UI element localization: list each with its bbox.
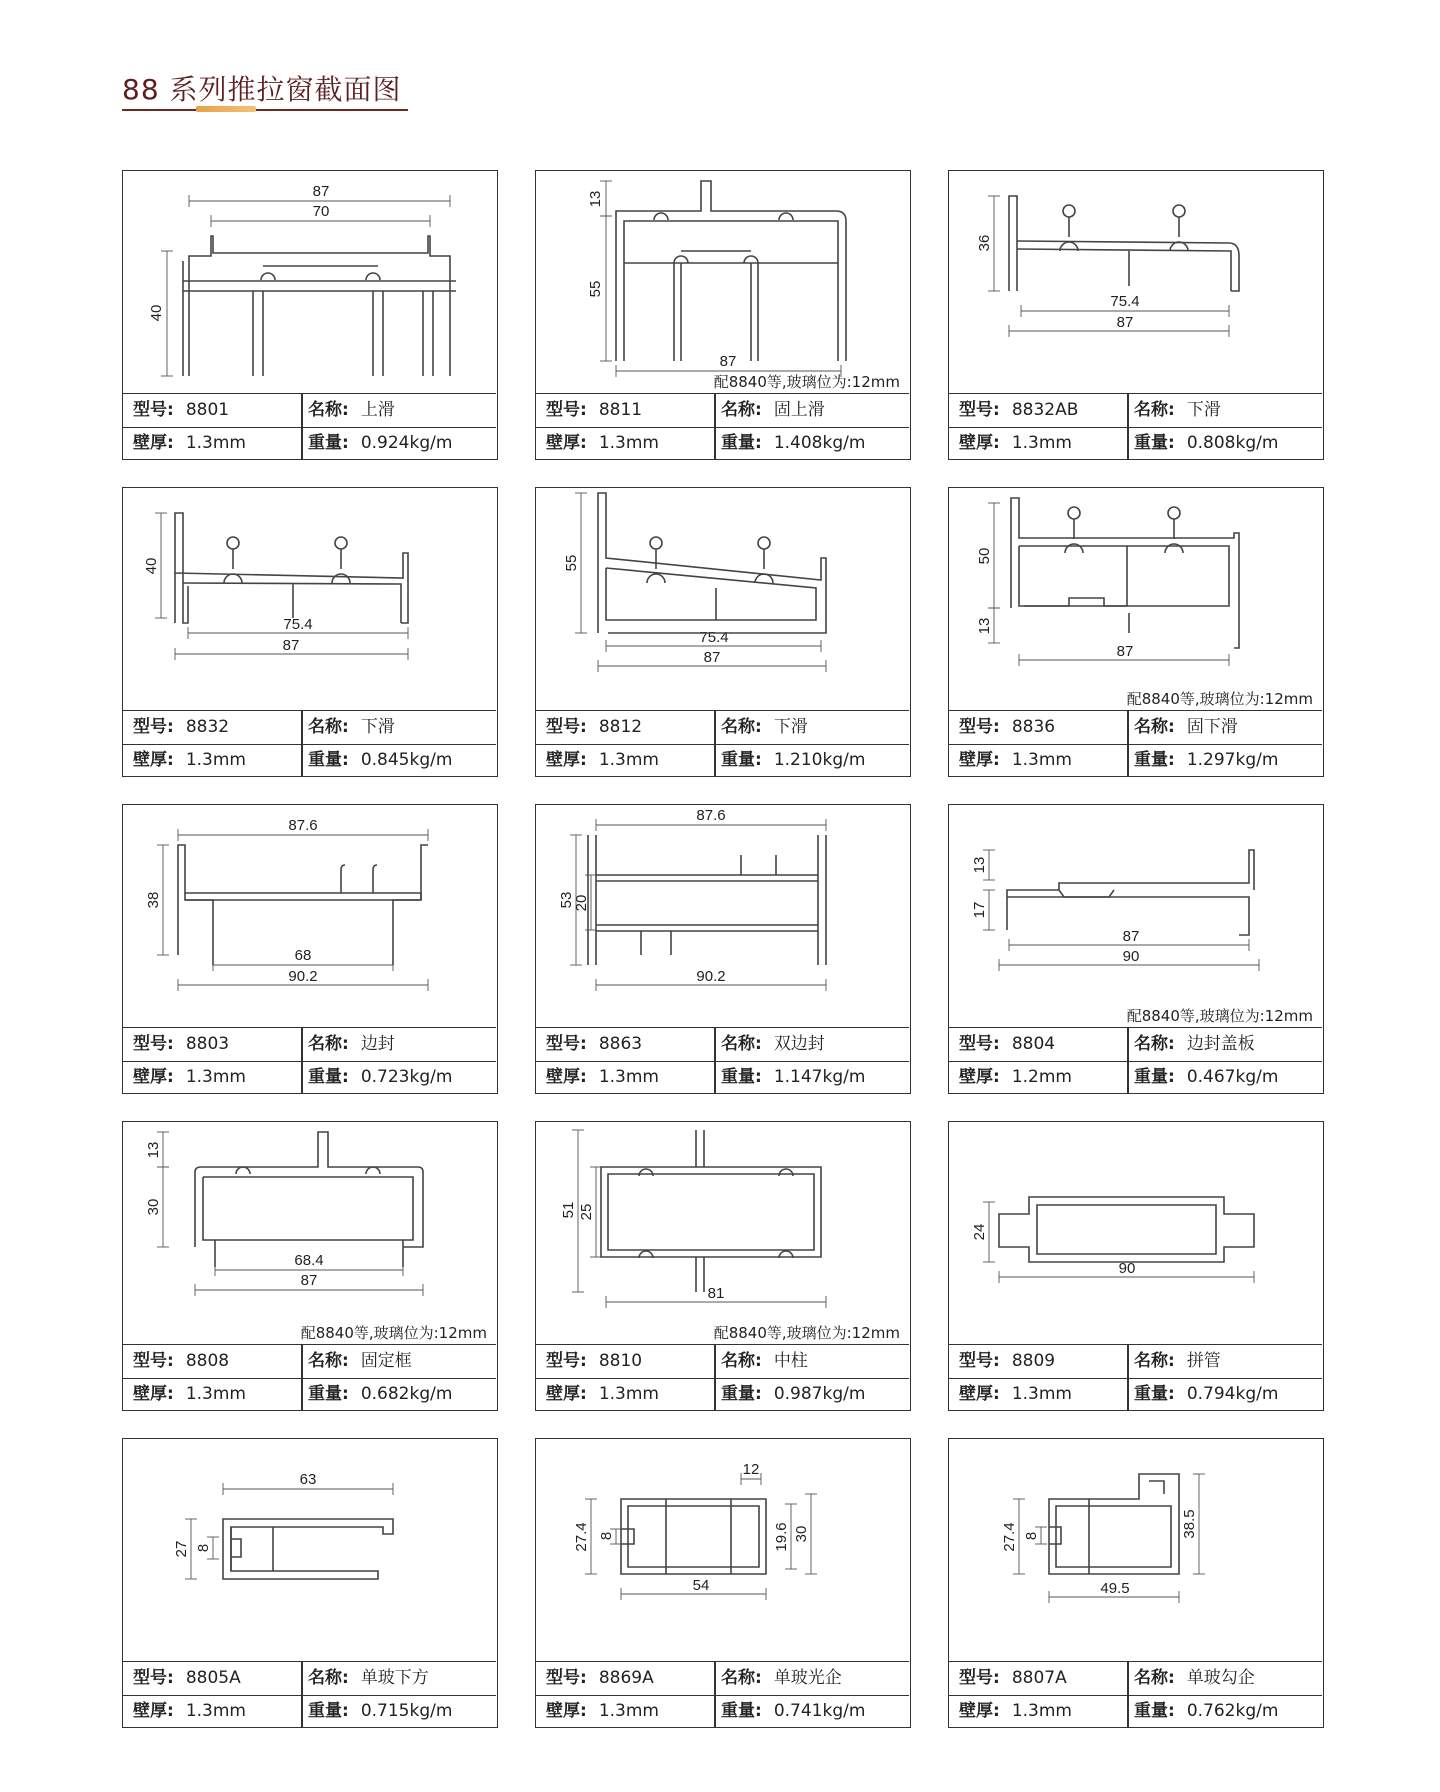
name-value: 下滑: [360, 717, 395, 737]
column-divider: [301, 710, 303, 776]
thickness-value: 1.3mm: [1011, 1384, 1072, 1404]
model-value: 8863: [598, 1034, 643, 1054]
model-label: 型号:: [133, 1668, 174, 1688]
profile-drawing: [949, 805, 1322, 1027]
name-value: 单玻下方: [360, 1668, 429, 1688]
model-label: 型号:: [546, 1351, 587, 1371]
spec-row-model: [949, 394, 1322, 428]
dimension-label: 51: [560, 1201, 577, 1219]
dimension-label: 30: [145, 1198, 162, 1216]
spec-table: [536, 1344, 909, 1411]
model-value: 8810: [598, 1351, 643, 1371]
profile-card-8832: [122, 487, 498, 777]
thickness-label: 壁厚:: [959, 1067, 1000, 1087]
weight-label: 重量:: [308, 750, 349, 770]
dimension-label: 90.2: [696, 968, 726, 985]
thickness-label: 壁厚:: [959, 1384, 1000, 1404]
weight-label: 重量:: [721, 1701, 762, 1721]
column-divider: [301, 1027, 303, 1093]
weight-value: 0.682kg/m: [360, 1384, 453, 1404]
dimension-label: 81: [707, 1285, 725, 1302]
name-label: 名称:: [308, 1034, 349, 1054]
spec-row-model: [949, 1662, 1322, 1696]
model-label: 型号:: [546, 1034, 587, 1054]
spec-row-thickness: [123, 1061, 496, 1094]
weight-value: 0.715kg/m: [360, 1701, 453, 1721]
glass-note: 配8840等,玻璃位为:12mm: [300, 1324, 487, 1342]
dimension-label: 50: [976, 547, 993, 565]
profile-drawing: [536, 805, 909, 1027]
dimension-label: 19.6: [773, 1522, 790, 1552]
dimension-label: 30: [793, 1525, 810, 1543]
dimension-label: 13: [145, 1141, 162, 1159]
dimension-label: 90: [1122, 948, 1140, 965]
dimension-label: 24: [971, 1223, 988, 1241]
dimension-label: 87: [1122, 928, 1140, 945]
cross-section-diagram: [123, 171, 496, 393]
model-label: 型号:: [133, 717, 174, 737]
dimension-label: 27.4: [1001, 1522, 1018, 1552]
dimension-label: 87: [1116, 314, 1134, 331]
title-accent-bar: [196, 106, 256, 112]
column-divider: [1127, 1344, 1129, 1410]
thickness-value: 1.3mm: [598, 1384, 659, 1404]
cross-section-diagram: [536, 1439, 909, 1661]
column-divider: [1127, 710, 1129, 776]
dimension-label: 87: [703, 649, 721, 666]
thickness-value: 1.3mm: [185, 1701, 246, 1721]
name-value: 固上滑: [773, 400, 825, 420]
name-value: 拼管: [1186, 1351, 1221, 1371]
spec-row-model: [536, 1028, 909, 1062]
weight-value: 0.794kg/m: [1186, 1384, 1279, 1404]
spec-row-thickness: [949, 1378, 1322, 1411]
model-value: 8832AB: [1011, 400, 1079, 420]
thickness-value: 1.3mm: [185, 1384, 246, 1404]
name-value: 下滑: [1186, 400, 1221, 420]
profile-drawing: [949, 1122, 1322, 1344]
model-value: 8836: [1011, 717, 1056, 737]
dimension-label: 68.4: [294, 1252, 324, 1269]
name-value: 边封盖板: [1186, 1034, 1255, 1054]
name-value: 上滑: [360, 400, 395, 420]
dimension-label: 12: [742, 1461, 760, 1478]
model-value: 8869A: [598, 1668, 654, 1688]
name-value: 中柱: [773, 1351, 808, 1371]
glass-note: 配8840等,玻璃位为:12mm: [1126, 690, 1313, 708]
column-divider: [714, 393, 716, 459]
name-label: 名称:: [721, 717, 762, 737]
dimension-label: 25: [578, 1203, 595, 1221]
model-value: 8807A: [1011, 1668, 1067, 1688]
name-value: 单玻勾企: [1186, 1668, 1255, 1688]
profile-card-8805A: [122, 1438, 498, 1728]
spec-row-model: [536, 1345, 909, 1379]
weight-label: 重量:: [721, 750, 762, 770]
weight-label: 重量:: [1134, 433, 1175, 453]
dimension-label: 38.5: [1181, 1509, 1198, 1539]
weight-value: 0.723kg/m: [360, 1067, 453, 1087]
spec-table: [123, 1027, 496, 1094]
profile-drawing: [949, 1439, 1322, 1661]
spec-table: [536, 710, 909, 777]
model-label: 型号:: [959, 1351, 1000, 1371]
name-label: 名称:: [308, 1351, 349, 1371]
weight-label: 重量:: [308, 433, 349, 453]
spec-row-model: [123, 1028, 496, 1062]
spec-row-model: [949, 1345, 1322, 1379]
model-value: 8812: [598, 717, 643, 737]
dimension-label: 87.6: [696, 807, 726, 824]
model-value: 8801: [185, 400, 230, 420]
profile-drawing: [949, 488, 1322, 710]
profile-drawing: [123, 488, 496, 710]
cross-section-diagram: [123, 488, 496, 710]
cross-section-diagram: [536, 488, 909, 710]
cross-section-diagram: [536, 1122, 909, 1344]
cross-section-diagram: [949, 1122, 1322, 1344]
model-value: 8803: [185, 1034, 230, 1054]
thickness-value: 1.3mm: [1011, 433, 1072, 453]
profile-card-8809: [948, 1121, 1324, 1411]
dimension-label: 27.4: [573, 1522, 590, 1552]
dimension-label: 87: [282, 637, 300, 654]
weight-value: 0.924kg/m: [360, 433, 453, 453]
profile-card-8807A: [948, 1438, 1324, 1728]
dimension-label: 38: [145, 891, 162, 909]
name-value: 双边封: [773, 1034, 825, 1054]
model-value: 8808: [185, 1351, 230, 1371]
model-value: 8811: [598, 400, 643, 420]
spec-table: [123, 393, 496, 460]
thickness-value: 1.3mm: [598, 1067, 659, 1087]
weight-value: 0.845kg/m: [360, 750, 453, 770]
name-label: 名称:: [1134, 1034, 1175, 1054]
spec-table: [123, 1344, 496, 1411]
spec-table: [536, 1661, 909, 1728]
dimension-label: 54: [692, 1577, 710, 1594]
dimension-label: 87: [312, 183, 330, 200]
spec-row-model: [536, 394, 909, 428]
weight-label: 重量:: [1134, 1701, 1175, 1721]
spec-row-thickness: [949, 1695, 1322, 1728]
spec-row-model: [123, 711, 496, 745]
glass-note: 配8840等,玻璃位为:12mm: [713, 373, 900, 391]
weight-value: 0.808kg/m: [1186, 433, 1279, 453]
profile-card-8808: [122, 1121, 498, 1411]
thickness-value: 1.2mm: [1011, 1067, 1072, 1087]
name-label: 名称:: [308, 717, 349, 737]
cross-section-diagram: [949, 488, 1322, 710]
spec-row-model: [949, 1028, 1322, 1062]
weight-value: 1.408kg/m: [773, 433, 866, 453]
thickness-label: 壁厚:: [133, 1384, 174, 1404]
weight-value: 0.762kg/m: [1186, 1701, 1279, 1721]
dimension-label: 87: [1116, 643, 1134, 660]
thickness-label: 壁厚:: [133, 1701, 174, 1721]
name-label: 名称:: [308, 1668, 349, 1688]
spec-table: [123, 710, 496, 777]
dimension-label: 87: [719, 353, 737, 370]
profile-card-8869A: [535, 1438, 911, 1728]
dimension-label: 87.6: [288, 817, 318, 834]
spec-row-thickness: [123, 427, 496, 460]
spec-table: [949, 1661, 1322, 1728]
title-underline: [122, 109, 408, 111]
thickness-label: 壁厚:: [546, 1701, 587, 1721]
name-label: 名称:: [1134, 717, 1175, 737]
spec-table: [123, 1661, 496, 1728]
dimension-label: 49.5: [1100, 1580, 1130, 1597]
cross-section-diagram: [123, 805, 496, 1027]
column-divider: [714, 1661, 716, 1727]
weight-label: 重量:: [1134, 750, 1175, 770]
spec-table: [536, 1027, 909, 1094]
spec-row-thickness: [536, 1061, 909, 1094]
profile-drawing: [949, 171, 1322, 393]
dimension-label: 87: [300, 1272, 318, 1289]
profile-card-8836: [948, 487, 1324, 777]
dimension-label: 13: [587, 190, 604, 208]
thickness-label: 壁厚:: [959, 433, 1000, 453]
name-value: 单玻光企: [773, 1668, 842, 1688]
spec-row-thickness: [536, 1695, 909, 1728]
weight-value: 0.987kg/m: [773, 1384, 866, 1404]
column-divider: [1127, 1027, 1129, 1093]
model-label: 型号:: [959, 717, 1000, 737]
profile-drawing: [536, 1439, 909, 1661]
thickness-value: 1.3mm: [598, 433, 659, 453]
profile-card-8832AB: [948, 170, 1324, 460]
name-value: 固下滑: [1186, 717, 1238, 737]
spec-row-model: [123, 1345, 496, 1379]
cross-section-diagram: [123, 1439, 496, 1661]
thickness-value: 1.3mm: [185, 1067, 246, 1087]
column-divider: [714, 710, 716, 776]
dimension-label: 63: [299, 1471, 317, 1488]
model-value: 8804: [1011, 1034, 1056, 1054]
spec-row-thickness: [536, 744, 909, 777]
glass-note: 配8840等,玻璃位为:12mm: [1126, 1007, 1313, 1025]
spec-table: [949, 1027, 1322, 1094]
spec-row-model: [123, 394, 496, 428]
name-value: 边封: [360, 1034, 395, 1054]
spec-row-thickness: [949, 744, 1322, 777]
cross-section-diagram: [949, 171, 1322, 393]
dimension-label: 40: [143, 557, 160, 575]
column-divider: [714, 1027, 716, 1093]
dimension-label: 13: [971, 856, 988, 874]
weight-label: 重量:: [308, 1067, 349, 1087]
model-label: 型号:: [546, 717, 587, 737]
thickness-label: 壁厚:: [133, 433, 174, 453]
spec-row-thickness: [536, 427, 909, 460]
model-label: 型号:: [133, 1034, 174, 1054]
spec-row-thickness: [123, 1695, 496, 1728]
spec-table: [949, 393, 1322, 460]
spec-row-model: [123, 1662, 496, 1696]
dimension-label: 36: [976, 234, 993, 252]
profile-drawing: [123, 1439, 496, 1661]
weight-value: 1.147kg/m: [773, 1067, 866, 1087]
column-divider: [1127, 393, 1129, 459]
thickness-value: 1.3mm: [185, 433, 246, 453]
profile-card-8804: [948, 804, 1324, 1094]
dimension-label: 90.2: [288, 968, 318, 985]
dimension-label: 55: [563, 554, 580, 572]
thickness-value: 1.3mm: [185, 750, 246, 770]
dimension-label: 75.4: [699, 629, 729, 646]
profile-card-8810: [535, 1121, 911, 1411]
profile-drawing: [536, 171, 909, 393]
thickness-label: 壁厚:: [546, 1067, 587, 1087]
profile-drawing: [536, 1122, 909, 1344]
model-label: 型号:: [959, 400, 1000, 420]
model-label: 型号:: [546, 1668, 587, 1688]
column-divider: [714, 1344, 716, 1410]
name-value: 下滑: [773, 717, 808, 737]
thickness-label: 壁厚:: [959, 750, 1000, 770]
name-label: 名称:: [1134, 400, 1175, 420]
dimension-label: 68: [294, 947, 312, 964]
profile-drawing: [536, 488, 909, 710]
model-value: 8805A: [185, 1668, 241, 1688]
weight-label: 重量:: [721, 433, 762, 453]
profile-drawing: [123, 805, 496, 1027]
spec-row-model: [949, 711, 1322, 745]
weight-label: 重量:: [308, 1384, 349, 1404]
thickness-label: 壁厚:: [546, 750, 587, 770]
weight-value: 1.297kg/m: [1186, 750, 1279, 770]
weight-value: 0.741kg/m: [773, 1701, 866, 1721]
column-divider: [301, 1661, 303, 1727]
column-divider: [301, 393, 303, 459]
profile-card-8863: [535, 804, 911, 1094]
dimension-label: 70: [312, 203, 330, 220]
name-label: 名称:: [308, 400, 349, 420]
dimension-label: 53: [558, 891, 575, 909]
model-label: 型号:: [546, 400, 587, 420]
page-title: 88 系列推拉窗截面图: [122, 73, 402, 106]
dimension-label: 75.4: [283, 616, 313, 633]
name-label: 名称:: [721, 400, 762, 420]
dimension-label: 27: [173, 1540, 190, 1558]
weight-label: 重量:: [1134, 1384, 1175, 1404]
column-divider: [301, 1344, 303, 1410]
thickness-label: 壁厚:: [546, 433, 587, 453]
profile-card-8803: [122, 804, 498, 1094]
thickness-label: 壁厚:: [133, 750, 174, 770]
thickness-label: 壁厚:: [133, 1067, 174, 1087]
spec-row-thickness: [536, 1378, 909, 1411]
profile-card-8811: [535, 170, 911, 460]
weight-value: 1.210kg/m: [773, 750, 866, 770]
cross-section-diagram: [123, 1122, 496, 1344]
profile-drawing: [123, 1122, 496, 1344]
dimension-label: 17: [971, 901, 988, 919]
spec-table: [536, 393, 909, 460]
thickness-value: 1.3mm: [598, 1701, 659, 1721]
model-label: 型号:: [133, 400, 174, 420]
weight-label: 重量:: [308, 1701, 349, 1721]
name-label: 名称:: [721, 1034, 762, 1054]
thickness-label: 壁厚:: [959, 1701, 1000, 1721]
cross-section-diagram: [949, 1439, 1322, 1661]
weight-label: 重量:: [1134, 1067, 1175, 1087]
cross-section-diagram: [536, 805, 909, 1027]
weight-label: 重量:: [721, 1067, 762, 1087]
dimension-label: 8: [195, 1543, 212, 1553]
profile-drawing: [123, 171, 496, 393]
dimension-label: 90: [1118, 1260, 1136, 1277]
column-divider: [1127, 1661, 1129, 1727]
name-label: 名称:: [721, 1351, 762, 1371]
spec-table: [949, 1344, 1322, 1411]
dimension-label: 40: [148, 304, 165, 322]
dimension-label: 75.4: [1110, 293, 1140, 310]
dimension-label: 13: [976, 617, 993, 635]
thickness-value: 1.3mm: [1011, 1701, 1072, 1721]
model-value: 8809: [1011, 1351, 1056, 1371]
name-value: 固定框: [360, 1351, 412, 1371]
dimension-label: 8: [1023, 1531, 1040, 1541]
spec-row-model: [536, 1662, 909, 1696]
weight-value: 0.467kg/m: [1186, 1067, 1279, 1087]
thickness-value: 1.3mm: [598, 750, 659, 770]
dimension-label: 20: [573, 894, 590, 912]
weight-label: 重量:: [721, 1384, 762, 1404]
spec-row-thickness: [949, 1061, 1322, 1094]
dimension-label: 8: [598, 1531, 615, 1541]
spec-row-thickness: [123, 744, 496, 777]
thickness-value: 1.3mm: [1011, 750, 1072, 770]
profile-card-8801: [122, 170, 498, 460]
model-label: 型号:: [959, 1034, 1000, 1054]
model-label: 型号:: [959, 1668, 1000, 1688]
model-label: 型号:: [133, 1351, 174, 1371]
name-label: 名称:: [1134, 1668, 1175, 1688]
glass-note: 配8840等,玻璃位为:12mm: [713, 1324, 900, 1342]
dimension-label: 55: [587, 280, 604, 298]
spec-row-model: [536, 711, 909, 745]
profile-card-8812: [535, 487, 911, 777]
spec-table: [949, 710, 1322, 777]
spec-row-thickness: [949, 427, 1322, 460]
name-label: 名称:: [721, 1668, 762, 1688]
cross-section-diagram: [536, 171, 909, 393]
name-label: 名称:: [1134, 1351, 1175, 1371]
spec-row-thickness: [123, 1378, 496, 1411]
model-value: 8832: [185, 717, 230, 737]
cross-section-diagram: [949, 805, 1322, 1027]
thickness-label: 壁厚:: [546, 1384, 587, 1404]
